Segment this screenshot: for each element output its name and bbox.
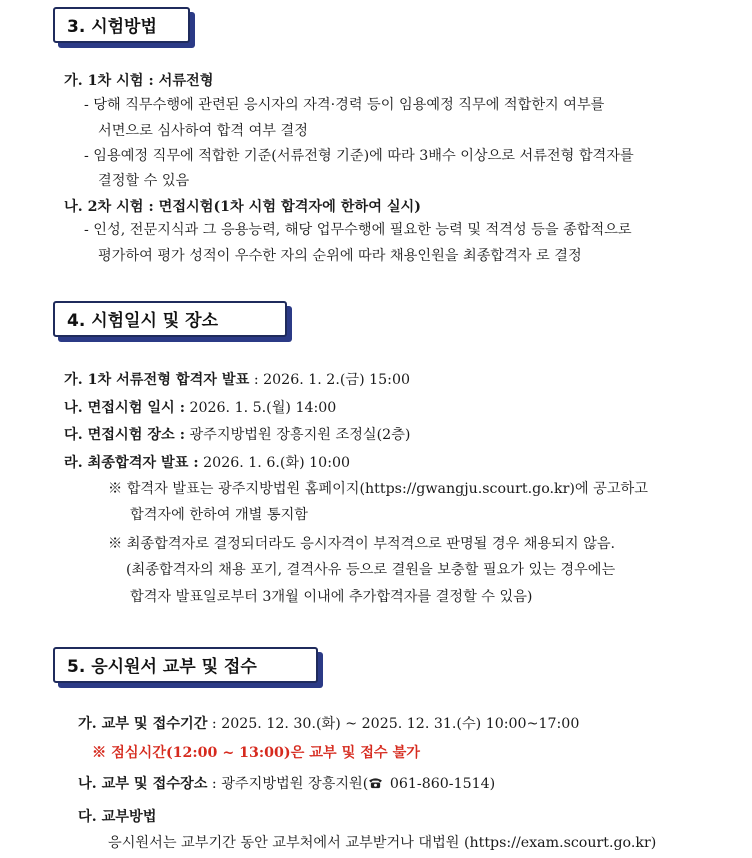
section5-da-label: 다. 교부방법 <box>78 809 157 825</box>
section4-row-value: : 2026. 1. 2.(금) 15:00 <box>249 372 411 388</box>
section4-row-value: 2026. 1. 6.(화) 10:00 <box>198 455 351 471</box>
section4-row <box>64 398 336 418</box>
section4-note: ※ 최종합격자로 결정되더라도 응시자격이 부적격으로 판명될 경우 채용되지 않음. <box>108 536 616 552</box>
section4-row-value: 광주지방법원 장흥지원 조정실(2층) <box>184 427 411 443</box>
section5-na-value: : 광주지방법원 장흥지원( <box>207 776 369 792</box>
section4-note: 합격자에 한하여 개별 통지함 <box>130 507 308 523</box>
section4-row-label: 나. 면접시험 일시 : <box>64 400 185 416</box>
section5-na-row <box>78 774 495 794</box>
section3-na-item: - 인성, 전문지식과 그 응용능력, 해당 업무수행에 필요한 능력 및 적격성 등을 종합적으로 <box>84 222 632 238</box>
section4-row-label: 라. 최종합격자 발표 : <box>64 455 199 471</box>
section5-ga-value: : 2025. 12. 30.(화) ~ 2025. 12. 31.(수) 10:00~17:00 <box>207 716 580 732</box>
section4-note: ※ 합격자 발표는 광주지방법원 홈페이지(https://gwangju.scourt.go.kr)에 공고하고 <box>108 481 648 497</box>
section5-phone: 061-860-1514) <box>385 776 496 792</box>
section3-ga-heading: 가. 1차 시험 : 서류전형 <box>64 73 214 89</box>
section5-header: 5. 응시원서 교부 및 접수 <box>53 647 318 683</box>
section3-ga-item: 결정할 수 있음 <box>98 173 190 189</box>
section4-row-value: 2026. 1. 5.(월) 14:00 <box>184 400 337 416</box>
section3-na-item: 평가하여 평가 성적이 우수한 자의 순위에 따라 채용인원을 최종합격자 로 결정 <box>98 248 582 264</box>
section5-ga-label: 가. 교부 및 접수기간 <box>78 716 208 732</box>
section3-na-heading: 나. 2차 시험 : 면접시험(1차 시험 합격자에 한하여 실시) <box>64 199 421 215</box>
section5-da-text: 응시원서는 교부기간 동안 교부처에서 교부받거나 대법원 (https://exam.scourt.go.kr) <box>108 835 657 851</box>
section5-ga-row <box>78 714 579 734</box>
section4-row <box>64 370 410 390</box>
section4-row <box>64 425 410 445</box>
section5-na-label: 나. 교부 및 접수장소 <box>78 776 208 792</box>
section3-ga-item: 서면으로 심사하여 합격 여부 결정 <box>98 123 308 139</box>
telephone-icon <box>368 776 383 789</box>
section4-row-label: 다. 면접시험 장소 : <box>64 427 185 443</box>
section5-warning: ※ 점심시간(12:00 ~ 13:00)은 교부 및 접수 불가 <box>92 745 420 761</box>
section4-header: 4. 시험일시 및 장소 <box>53 301 287 337</box>
section4-row-label: 가. 1차 서류전형 합격자 발표 <box>64 372 250 388</box>
section4-row <box>64 453 350 473</box>
section3-header: 3. 시험방법 <box>53 7 190 43</box>
section4-note: (최종합격자의 채용 포기, 결격사유 등으로 결원을 보충할 필요가 있는 경우에는 <box>126 562 616 578</box>
section3-ga-item: - 당해 직무수행에 관련된 응시자의 자격·경력 등이 임용예정 직무에 적합한지 여부를 <box>84 97 605 113</box>
section3-ga-item: - 임용예정 직무에 적합한 기준(서류전형 기준)에 따라 3배수 이상으로 서류전형 합격자를 <box>84 148 634 164</box>
section4-note: 합격자 발표일로부터 3개월 이내에 추가합격자를 결정할 수 있음) <box>130 589 533 605</box>
